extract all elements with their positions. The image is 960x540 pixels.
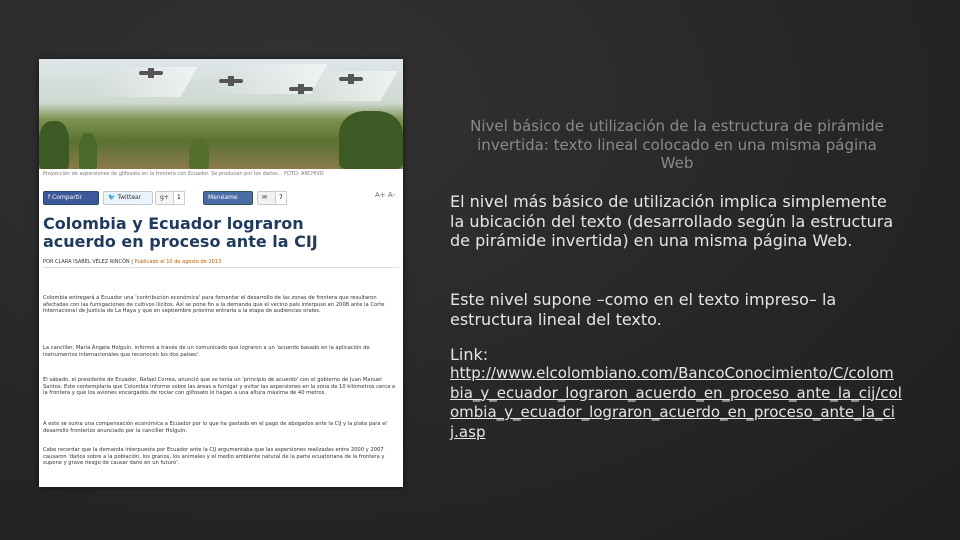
plane-icon (219, 79, 243, 83)
article-paragraph: Colombia entregará a Ecuador una 'contribución económica' para fomentar el desarrollo de las zonas de frontera que resultaron afectadas con las fumigaciones de cultivos ilícitos. Así se pone fin a la demanda que el vecino país interpuso en 2008 ante la Corte Internacional de Justicia de La Haya y que en septiembre próximo entraría a la etapa de audiencias orales. (43, 295, 385, 315)
facebook-share-button[interactable]: f Compartir (43, 191, 99, 205)
google-plus-count: 1 (173, 191, 185, 205)
article-paragraph: El sábado, el presidente de Ecuador, Rafael Correa, anunció que se tenía un 'principio de acuerdo' con el gobierno de Juan Manuel Santos. Este contemplaría que Colombia informe sobre las áreas a fumigar y evitar las aspersiones en la zona de 10 kilómetros cerca a la frontera y que los aviones encargados de rociar con glifosato lo hagan a una altura máxima de 40 metros. (43, 377, 396, 397)
plane-icon (139, 71, 163, 75)
font-size-controls[interactable]: A+ A- (374, 191, 395, 199)
email-count: 7 (275, 191, 287, 205)
article-headline: Colombia y Ecuador lograron acuerdo en proceso ante la CIJ (43, 214, 318, 251)
body-paragraph-1: El nivel más básico de utilización implica simplemente la ubicación del texto (desarrollado según la estructura de pirámide invertida) en una misma página Web. (450, 192, 894, 250)
article-paragraph: A esto se suma una compensación económica a Ecuador por lo que ha gastado en el pago de abogados ante la CIJ y la plata para el desarrollo fronterizo anunciado por la canciller Holguín. (43, 421, 387, 434)
divider (43, 267, 399, 268)
plane-icon (289, 87, 313, 91)
link-label: Link: (450, 345, 489, 364)
twitter-share-button[interactable]: 🐦 Twittear (103, 191, 153, 205)
plane-icon (339, 77, 363, 81)
twitter-share-label: Twittear (117, 194, 142, 201)
publish-date: Publicado el 10 de agosto de 2013 (134, 259, 222, 265)
meneame-button[interactable]: Menéame (203, 191, 253, 205)
article-byline: POR CLARA ISABEL VÉLEZ RINCÓN | Publicado el 10 de agosto de 2013 (43, 259, 222, 265)
share-bar (43, 191, 399, 205)
author: POR CLARA ISABEL VÉLEZ RINCÓN (43, 259, 130, 265)
email-button[interactable]: ✉ (257, 191, 281, 205)
facebook-share-label: Compartir (52, 194, 83, 201)
article-link[interactable]: http://www.elcolombiano.com/BancoConocimiento/C/colombia_y_ecuador_lograron_acuerdo_en_proceso_ante_la_cij/colombia_y_ecuador_lograron_acuerdo_en_proceso_ante_la_cij.asp (450, 364, 902, 441)
article-paragraph: La canciller, María Ángela Holguín, informó a través de un comunicado que lograron a un 'acuerdo basado en la aplicación de instrumentos internacionales que reconocen los dos países'. (43, 345, 370, 358)
article-photo (39, 59, 403, 169)
body-paragraph-2: Este nivel supone –como en el texto impreso– la estructura lineal del texto. (450, 290, 837, 329)
article-paragraph: Cabe recordar que la demanda interpuesta por Ecuador ante la CIJ argumentaba que las aspersiones realizadas entre 2000 y 2007 causaron 'daños sobre a la población, los granos, los animales y el medio ambiente natural de la parte ecuatoriana de la frontera y supone y grave riesgo de causar daño en un futuro'. (43, 447, 385, 467)
google-plus-button[interactable]: g+ (155, 191, 179, 205)
article-screenshot (39, 59, 403, 487)
photo-caption: Proyección de aspersiones de glifosato en la frontera con Ecuador. Se producen por los daños... FOTO: ARCHIVO (43, 171, 324, 177)
slide-subtitle: Nivel básico de utilización de la estructura de pirámide invertida: texto lineal colocado en una misma página Web (470, 117, 884, 172)
